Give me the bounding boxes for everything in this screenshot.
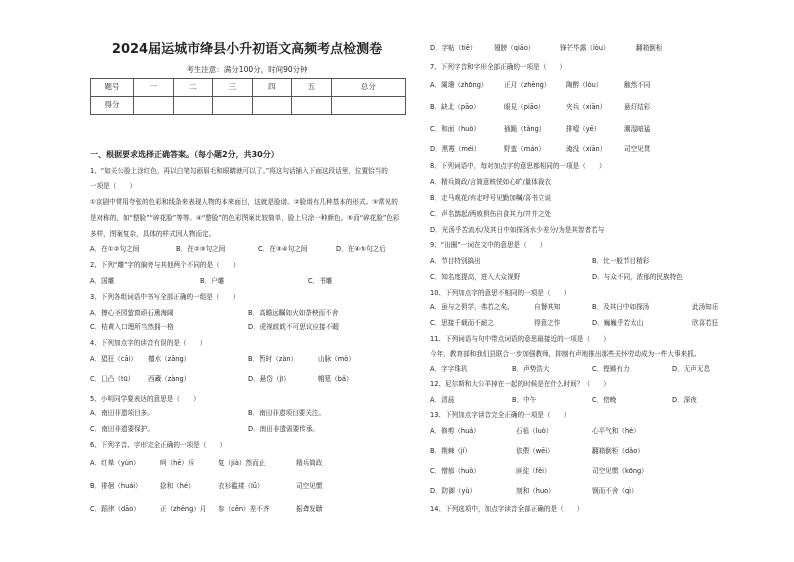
score-table-row <box>91 79 406 97</box>
option[interactable]: A．在①②句之间 <box>90 245 140 253</box>
option[interactable]: B．暂时（zàn） <box>248 355 298 363</box>
question-12: 12、尼尔斯和大公羊掉在一起的时候是在什么时间？（ ） <box>430 380 610 388</box>
right-column <box>428 0 748 562</box>
option-part: 翻箱倒柜 <box>636 44 663 52</box>
option[interactable]: A．字字珠玑 <box>430 365 468 373</box>
question-14: 14、下列选项中，加点字读音全部正确的是（ ） <box>430 505 584 513</box>
option[interactable]: D．悬岱（jī） <box>248 375 290 383</box>
score-cell[interactable] <box>292 97 332 115</box>
option[interactable]: D．字帖（tiē） <box>430 44 477 52</box>
option[interactable]: A．擦心圣园萤窗顽石熏海阔 <box>90 309 174 317</box>
option[interactable]: B．荆棘（jí） <box>430 447 472 455</box>
option[interactable]: A．国雕 <box>90 277 115 285</box>
score-cell[interactable] <box>331 97 405 115</box>
score-cell: 一 <box>134 79 174 97</box>
option-part: 心平气和（hé） <box>592 427 640 435</box>
option[interactable]: B．声势浩大 <box>512 365 550 373</box>
option-part: 得意之作 <box>534 319 561 327</box>
option[interactable]: D．巍巍乎若太山 <box>592 319 644 327</box>
option-part: 呵（hē）斥 <box>160 459 195 467</box>
option[interactable]: C．枯黄入口理所当然拥一格 <box>90 323 174 331</box>
score-cell[interactable] <box>173 97 213 115</box>
option: 山脉（mò） <box>318 355 355 363</box>
option[interactable]: A．虽与之俱学，弗若之矣。 <box>430 303 514 311</box>
option-part: 正月（zhēng） <box>504 81 551 89</box>
option[interactable]: D．在④⑤句之后 <box>336 245 386 253</box>
option-part: 淹没（xiān） <box>566 145 607 153</box>
option-part: 排噎（yē） <box>566 125 601 133</box>
question-1-cont: 一项是（ ） <box>90 182 137 190</box>
option[interactable]: A．修剪（huá） <box>430 427 480 435</box>
option-part: 翻箱倒柜（dǎo） <box>592 447 644 455</box>
option-part: 悬灯结彩 <box>624 103 651 111</box>
option[interactable]: D．无声无息 <box>672 365 711 373</box>
option[interactable]: B．户雕 <box>200 277 225 285</box>
option-part: 陶醉（lòu） <box>566 81 603 89</box>
option-part: 依偎（wēi） <box>516 447 554 455</box>
option[interactable]: C．囗凸（tū） <box>90 375 135 383</box>
option-part: 潮湿暗猛 <box>624 125 651 133</box>
option[interactable]: A．节目特别搞出 <box>430 257 481 265</box>
option[interactable]: B．在②③句之间 <box>176 245 226 253</box>
option[interactable]: A．阑珊（zhōng） <box>430 81 488 89</box>
option[interactable]: C．书雕 <box>308 277 333 285</box>
option[interactable]: D．光汤乎苦流水/及其日中如探汤水少差分/为是其智者若与 <box>430 226 605 234</box>
score-cell: 二 <box>173 79 213 97</box>
option-part: 眼見（piāo） <box>504 103 545 111</box>
option[interactable]: C．知名度提高，进入大众视野 <box>430 273 521 281</box>
question-10: 10、下列加点字的意思不相同的一项是（ ） <box>430 289 571 297</box>
section-heading: 一、根据要求选择正确答案。（每小题2分，共30分） <box>90 150 279 159</box>
option[interactable]: A．猖狂（cāi） <box>90 355 137 363</box>
score-cell: 总分 <box>331 79 405 97</box>
option: 擅水（zāng） <box>148 355 191 363</box>
option[interactable]: D．虎视眈眈不可思议应接不暇 <box>248 323 339 331</box>
option-part: 正（zhēng）月 <box>160 505 207 513</box>
score-cell: 题号 <box>91 79 134 97</box>
option-part: 精兵简政 <box>296 459 323 467</box>
question-11: 11、下列词语与句中带点词语的意思最接近的一项是（ ） <box>430 335 610 343</box>
score-table <box>90 78 406 115</box>
option[interactable]: C．声名鹊起/两败俱伤自食其力/井井之处 <box>430 210 552 218</box>
option-part: 夹兵（xiān） <box>566 103 607 111</box>
exam-notice: 考生注意：满分100分，时间90分钟 <box>186 65 308 74</box>
option-part: 钢而不舍（qì） <box>592 487 638 495</box>
option-part: 锋芒毕露（lòu） <box>560 44 610 52</box>
option[interactable]: B．高瞻远瞩如火如荼秧而不舍 <box>248 309 339 317</box>
option-part: 匪徒（fěi） <box>516 467 551 475</box>
exam-title: 2024届运城市绛县小升初语文高频考点检测卷 <box>111 42 383 57</box>
option-part: 触然不同 <box>624 81 651 89</box>
option[interactable]: C．南田非遗要保护。 <box>90 425 154 433</box>
question-6: 6、下列字音、字形完全正确的一项是（ ） <box>90 441 227 449</box>
option[interactable]: A．南田非遗项目多。 <box>90 409 154 417</box>
option[interactable]: C．和面（huò） <box>430 125 480 133</box>
option-part: 司空见惯 <box>296 482 323 490</box>
option[interactable]: D．深夜 <box>672 396 697 404</box>
option[interactable]: C．傍晚 <box>592 396 617 404</box>
option[interactable]: B．缺北（pāo） <box>430 103 480 111</box>
option-part: 此汤知乐 <box>692 303 719 311</box>
score-cell[interactable] <box>252 97 292 115</box>
option[interactable]: A．清晨 <box>430 396 455 404</box>
score-cell: 三 <box>213 79 253 97</box>
option-part: 捻和（hé） <box>160 482 195 490</box>
question-7: 7、下列字音和字形全部正确的一项是（ ） <box>430 63 567 71</box>
left-column <box>88 0 406 562</box>
option-part: 刻和（huo） <box>516 487 555 495</box>
score-table-row <box>91 97 406 115</box>
score-cell[interactable] <box>213 97 253 115</box>
option-part: 欣喜若狂 <box>692 319 719 327</box>
option-part: 自餐其知 <box>534 303 561 311</box>
option[interactable]: C．在③④句之间 <box>258 245 308 253</box>
option[interactable]: B．比一般节目精彩 <box>592 257 650 265</box>
question-2: 2、下列“雕”字的偏旁与其他两个不同的是（ ） <box>90 261 240 269</box>
option[interactable]: D．防御（yù） <box>430 487 477 495</box>
question-4: 4、下列加点字的读音有误的是（ ） <box>90 339 207 347</box>
option[interactable]: B．徘徊（huái） <box>90 482 142 490</box>
question-1: 1、“如关公脸上涂红色，再以白笔勾画眉毛和眼睛就可以了。”将这句话插入下面这段话里，位置恰当的 <box>90 167 388 175</box>
option[interactable]: D．黑霉（méi） <box>430 145 481 153</box>
score-cell: 五 <box>292 79 332 97</box>
option-part: 振聋发聩 <box>296 505 323 513</box>
option-part: 司空见贯 <box>624 145 651 153</box>
option: 西藏（zàng） <box>148 375 191 383</box>
option[interactable]: C．蹈律（dāo） <box>90 505 140 513</box>
question-1-passage: ①京剧中常用夸张的色彩和线条来表现人物的本来面目，这就是脸谱。②脸谱有几种基本的形式。③常见的是对称的，如“整脸”“碎花脸”等等。④“整脸”的色彩图案比较简单，脸上只涂一种颜色。⑤而“碎花脸”色彩多样，图案复杂，具体的样式因人物而定。 <box>90 198 400 238</box>
option-part: 野蛮（mán） <box>504 145 546 153</box>
option-part: 翅膀（qiāo） <box>494 44 535 52</box>
option[interactable]: C．憎郁（huò） <box>430 467 480 475</box>
option-part: 复（jià）然而止 <box>218 459 266 467</box>
option-part: 插跪（tǎng） <box>504 125 546 133</box>
score-cell[interactable] <box>134 97 174 115</box>
question-3: 3、下列各组词语中书写全部正确的一组是（ ） <box>90 293 240 301</box>
option[interactable]: A．精兵简政/言简意赅恍如心旷/量体裁衣 <box>430 178 552 186</box>
question-11-sentence: 今年，教育部和我们县联合一步加强教师，抑制有声地推出那些关怀劳动成为一件大事来抓。 <box>430 350 701 358</box>
option[interactable]: A．红晕（yùn） <box>90 459 140 467</box>
option: 帽筵（bǎ） <box>318 375 353 383</box>
option[interactable]: C．思接千载而不耐之 <box>430 319 494 327</box>
option[interactable]: B．走马观花/弃走呼号见勤加嘱/喜书立说 <box>430 194 552 202</box>
option[interactable]: D．与众不同，浓郁的民族特色 <box>592 273 683 281</box>
question-5: 5、小明同学要表达的意思是（ ） <box>90 395 200 403</box>
option-part: 石毡（luò） <box>516 427 553 435</box>
option-part: 司空见惯（kōng） <box>592 467 648 475</box>
option[interactable]: B．南田非遗项目要关注。 <box>248 409 326 417</box>
question-13: 13、下列加点字读音完全正确的一项是（ ） <box>430 411 571 419</box>
option-part: 衣衫褴褛（lǚ） <box>218 482 264 490</box>
option[interactable]: C．铿锵有力 <box>592 365 630 373</box>
question-8: 8、下列词语中，每对加点字的意思都相同的一项是（ ） <box>430 162 606 170</box>
score-cell: 四 <box>252 79 292 97</box>
option[interactable]: D．南田非遗需要传承。 <box>248 425 320 433</box>
option[interactable]: B．及其日中如探汤 <box>592 303 650 311</box>
question-9: 9、“出圈”一词在文中的意思是（ ） <box>430 241 547 249</box>
score-cell: 得分 <box>91 97 134 115</box>
option[interactable]: B．中午 <box>512 396 537 404</box>
option-part: 参（cēn）差不齐 <box>218 505 270 513</box>
